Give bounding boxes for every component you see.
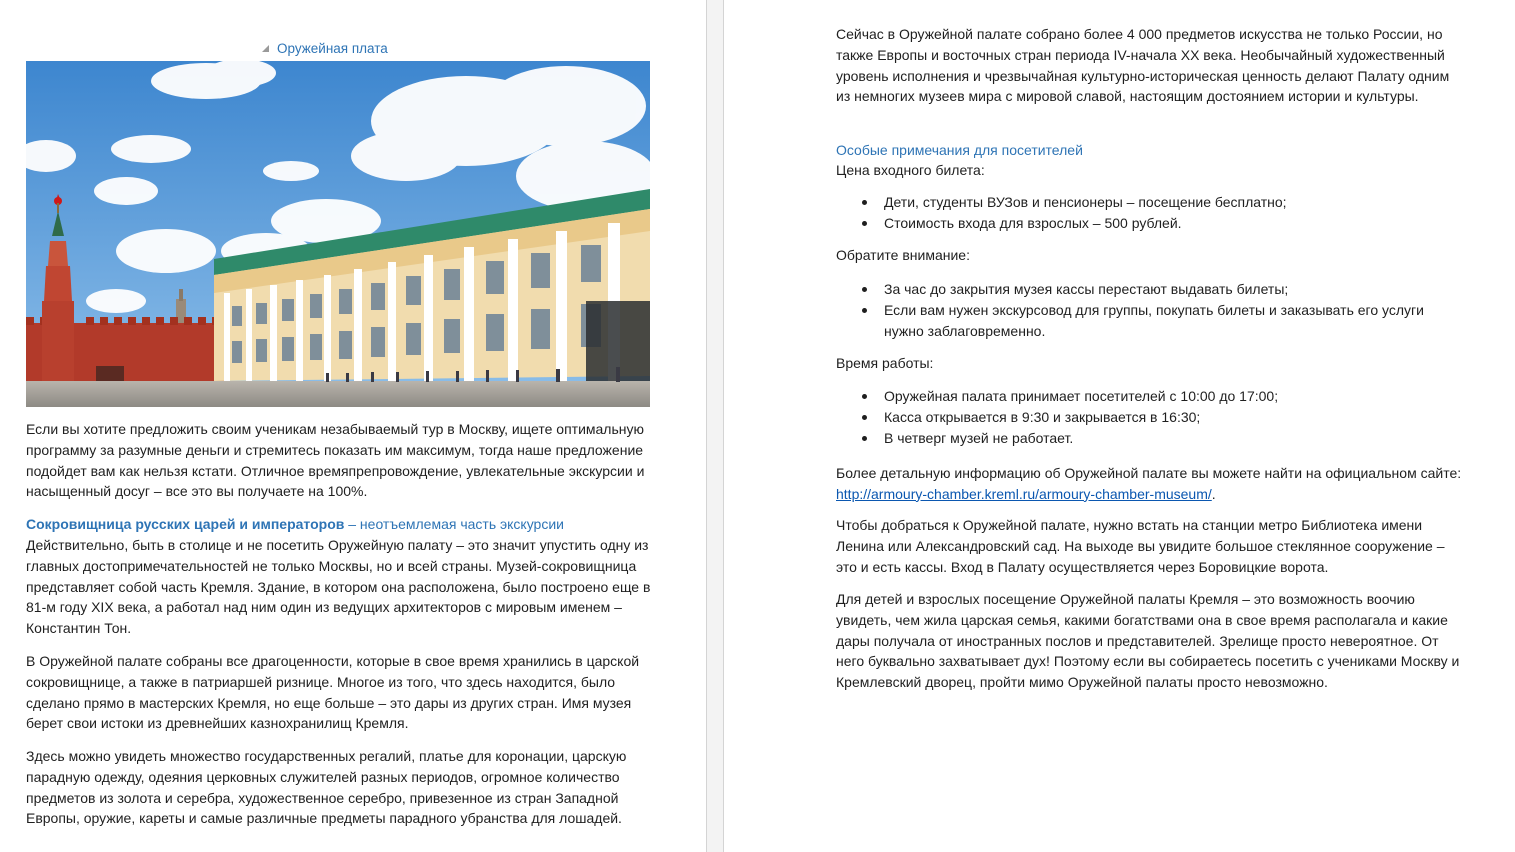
bullet-icon [862, 308, 867, 313]
price-label: Цена входного билета: [836, 162, 985, 178]
info-paragraph: Более детальную информацию об Оружейной палате вы можете найти на официальном сайте: http://armoury-chamber.kreml.ru/armoury-chamber-museum/. [836, 465, 1462, 502]
section-heading-rest: – неотъемлемая часть экскурсии [344, 516, 564, 532]
list-item: Если вам нужен экскурсовод для группы, покупать билеты и заказывать его услуги нужно заблаговременно. [836, 300, 1456, 342]
paragraph-3: Здесь можно увидеть множество государственных регалий, платье для коронации, царскую парадную одежду, одеяния церковных служителей разных периодов, огромное количество предметов из золота и серебра, художественное серебро, привезенное из стран Западной Европы, оружие, кареты и самые различные предметы парадного убранства для лошадей. [26, 748, 627, 827]
section-heading-bold: Сокровищница русских царей и императоров [26, 516, 345, 532]
bullet-icon [862, 287, 867, 292]
list-item: Касса открывается в 9:30 и закрывается в 16:30; [836, 407, 1476, 428]
price-list [836, 192, 1476, 234]
list-item: Стоимость входа для взрослых – 500 рублей. [836, 213, 1476, 234]
list-item: Оружейная палата принимает посетителей с 10:00 до 17:00; [836, 386, 1476, 407]
right-page [724, 0, 1515, 852]
bullet-icon [862, 221, 867, 226]
official-site-link[interactable]: http://armoury-chamber.kreml.ru/armoury-chamber-museum/ [836, 485, 1212, 502]
page-gutter [706, 0, 724, 852]
intro-paragraph: Если вы хотите предложить своим ученикам незабываемый тур в Москву, ищете оптимальную программу за разумные деньги и стремитесь показать им максимум, тогда наше предложение подойдет вам как нельзя кстати. Отличное времяпрепровождение, увлекательные экскурсии и насыщенный досуг – все это вы получаете на 100%. [26, 421, 645, 500]
list-item: За час до закрытия музея кассы перестают выдавать билеты; [836, 279, 1476, 300]
paragraph-2: В Оружейной палате собраны все драгоценности, которые в свое время хранились в царской сокровищнице, а также в патриаршей ризнице. Многое из того, что здесь находится, было сделано прямо в мастерских Кремля, но еще больше – это дары из других стран. Имя музея берет свои истоки из древнейших казнохранилищ Кремля. [26, 653, 640, 732]
hours-label: Время работы: [836, 355, 934, 371]
attention-list [836, 279, 1476, 341]
hours-list [836, 386, 1476, 448]
bullet-icon [862, 394, 867, 399]
paragraph-1: Действительно, быть в столице и не посетить Оружейную палату – это значит упустить одну из главных достопримечательностей не только Москвы, но и всей страны. Музей-сокровищница представляет собой часть Кремля. Здание, в котором она расположена, было построено еще в 81-м году XIX века, а работал над ним один из ведущих архитекторов с мировым именем – Константин Тон. [26, 537, 651, 637]
right-paragraph-1: Сейчас в Оружейной палате собрано более 4 000 предметов искусства не только России, но также Европы и восточных стран периода IV-начала XX века. Необычайный художественный уровень исполнения и чрезвычайная культурно-историческая ценность делают Палату одним из немногих музеев мира с мировой славой, настоящим достоянием истории и культуры. [836, 26, 1450, 105]
metro-paragraph: Чтобы добраться к Оружейной палате, нужно встать на станции метро Библиотека имени Ленина или Александровский сад. На выходе вы увидите большое стеклянное сооружение – это и есть кассы. Вход в Палату осуществляется через Боровицкие ворота. [836, 517, 1445, 575]
list-item: В четверг музей не работает. [836, 428, 1476, 449]
list-item: Дети, студенты ВУЗов и пенсионеры – посещение бесплатно; [836, 192, 1476, 213]
final-paragraph: Для детей и взрослых посещение Оружейной палаты Кремля – это возможность воочию увидеть, чем жила царская семья, какими богатствами она в свое время располагала и какие дары получала от иностранных послов и представителей. Зрелище просто невероятное. От него буквально захватывает дух! Поэтому если вы собираетесь посетить с учениками Москву и Кремлевский дворец, пройти мимо Оружейной палаты просто невозможно. [836, 591, 1460, 691]
caption-marker-icon [262, 45, 269, 52]
bullet-icon [862, 415, 867, 420]
image-caption [262, 41, 388, 56]
kremlin-armoury-photo [26, 61, 650, 407]
bullet-icon [862, 436, 867, 441]
section-heading [26, 514, 666, 535]
attention-label: Обратите внимание: [836, 247, 970, 263]
left-page [0, 0, 706, 852]
bullet-icon [862, 200, 867, 205]
visitor-notes-heading: Особые примечания для посетителей [836, 142, 1083, 158]
caption-text: Оружейная плата [277, 41, 388, 56]
